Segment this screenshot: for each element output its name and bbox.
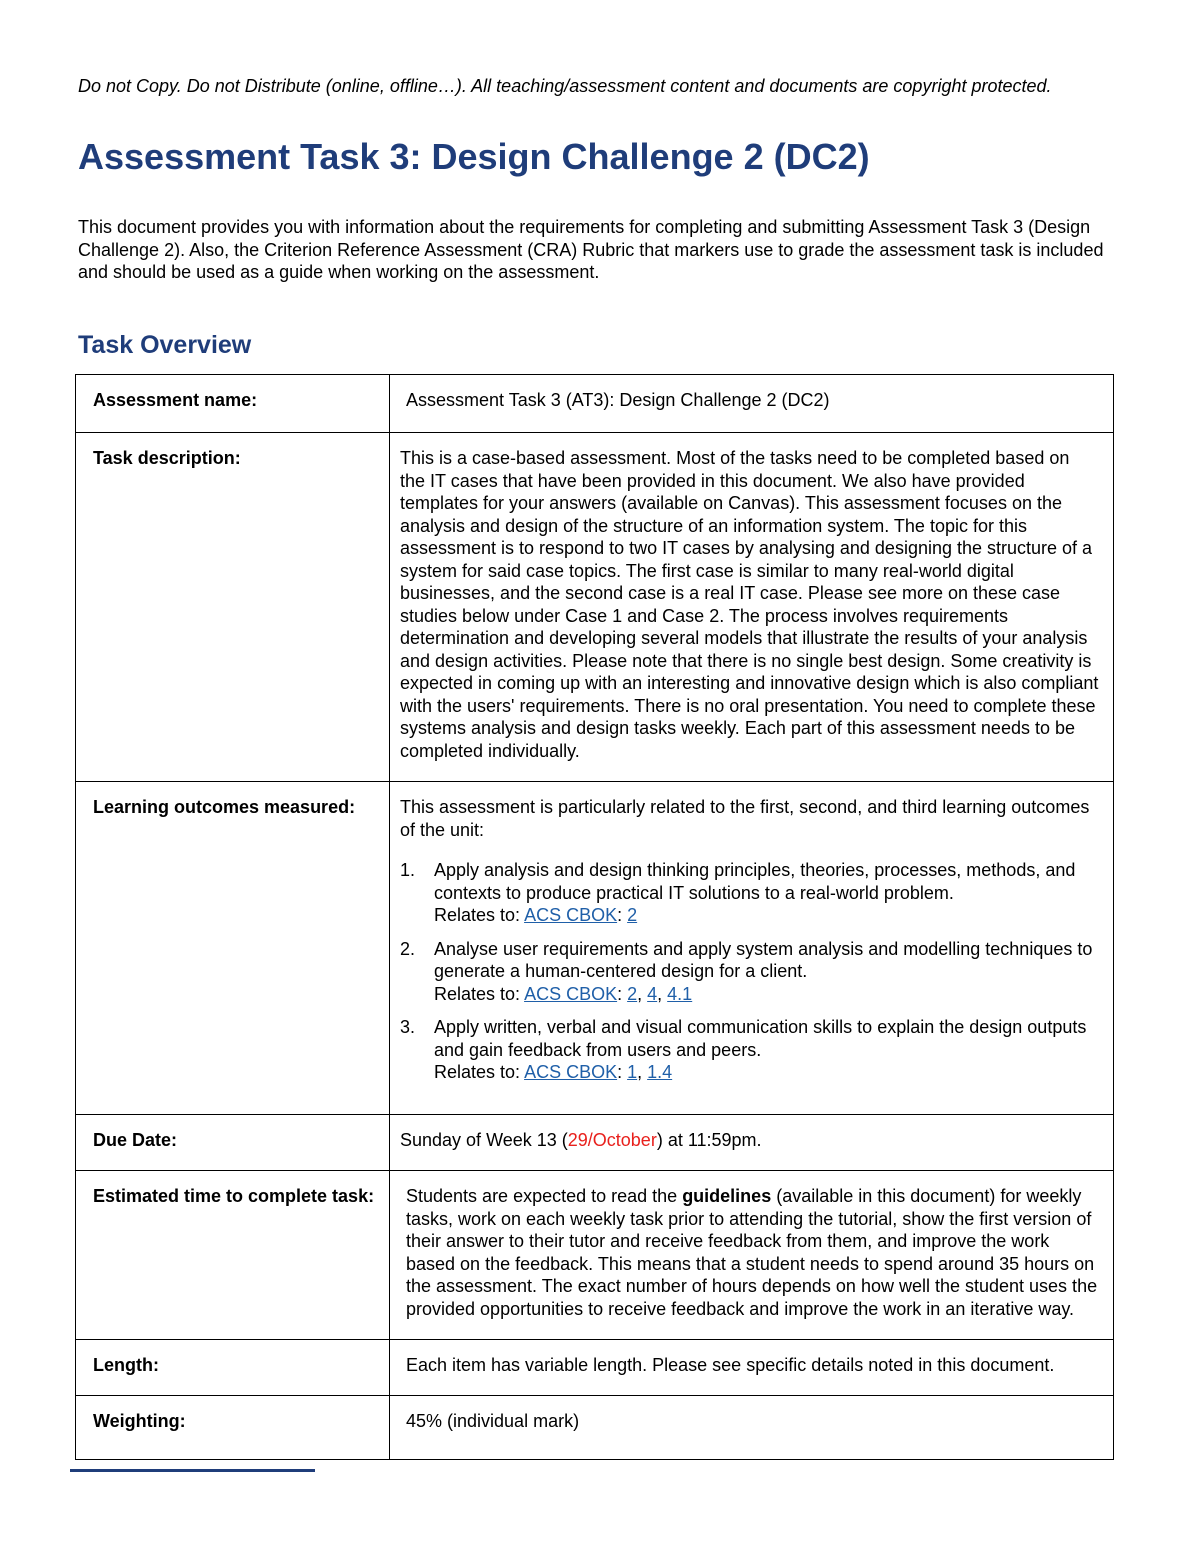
cbok-ref-link[interactable]: 2 [627,983,638,1004]
label-estimated-time: Estimated time to complete task: [76,1171,390,1340]
outcome-relates: Relates to: ACS CBOK: 1, 1.4 [434,1062,673,1082]
label-assessment-name: Assessment name: [76,375,390,433]
outcome-text: Apply analysis and design thinking principles, theories, processes, methods, and contexts to produce practical IT solutions to a real-world problem. [434,860,1076,903]
outcome-text: Apply written, verbal and visual communication skills to explain the design outputs and gain feedback from users and peers. [434,1017,1087,1060]
page-title: Assessment Task 3: Design Challenge 2 (DC2) [78,136,870,177]
guidelines-bold: guidelines [682,1186,772,1206]
time-text-after: (available in this document) for weekly tasks, work on each weekly task prior to attending the tutorial, show the first version of their answer to their tutor and receive feedback from them, and improve the work based on the feedback. This means that a student needs to spend around 35 hours on the assessment. The exact number of hours depends on how well the student uses the provided opportunities to receive feedback and improve the work in an iterative way. [406,1186,1098,1319]
row-weighting [76,1396,1114,1460]
label-learning-outcomes: Learning outcomes measured: [76,782,390,1115]
outcome-number: 3. [400,1017,416,1037]
outcomes-list [400,859,1099,1084]
cbok-ref-link[interactable]: 1 [627,1062,638,1082]
cbok-ref-link[interactable]: 4.1 [667,983,693,1004]
row-task-description [76,433,1114,782]
outcome-number: 1. [400,860,416,880]
cbok-ref-link[interactable]: 2 [627,905,638,925]
row-estimated-time [76,1171,1114,1340]
outcome-text: Analyse user requirements and apply system analysis and modelling techniques to generate a human-centered design for a client. [434,938,1093,981]
outcome-item [400,1016,1099,1084]
label-due-date: Due Date: [76,1114,390,1171]
relates-prefix: Relates to: [434,983,521,1004]
outcome-relates: Relates to: ACS CBOK: 2 [434,905,638,925]
acs-cbok-link[interactable]: ACS CBOK [524,1062,618,1082]
due-date-highlight: 29/October [567,1129,657,1150]
relates-prefix: Relates to: [434,1062,521,1082]
cbok-ref-link[interactable]: 1.4 [647,1062,673,1082]
label-weighting: Weighting: [76,1396,390,1460]
acs-cbok-link[interactable]: ACS CBOK [524,983,618,1004]
row-assessment-name [76,375,1114,433]
acs-cbok-link[interactable]: ACS CBOK [524,905,618,925]
row-length [76,1340,1114,1396]
due-text-after: ) at 11:59pm. [656,1129,762,1150]
copyright-notice: Do not Copy. Do not Distribute (online, offline…). All teaching/assessment content and documents are copyright protected. [78,76,1052,96]
outcome-item [400,938,1099,1006]
task-overview-table [75,374,1114,1460]
intro-paragraph: This document provides you with information about the requirements for completing and submitting Assessment Task 3 (Design Challenge 2). Also, the Criterion Reference Assessment (CRA) Rubric that markers use to grade the assessment task is included and should be used as a guide when working on the assessment. [78,217,1104,282]
outcome-item [400,859,1099,927]
value-due-date [390,1114,1114,1171]
outcome-relates: Relates to: ACS CBOK: 2, 4, 4.1 [434,983,693,1004]
outcomes-intro: This assessment is particularly related to the first, second, and third learning outcomes of the unit: [400,797,1090,840]
label-task-description: Task description: [76,433,390,782]
section-heading-task-overview: Task Overview [78,331,252,359]
outcome-number: 2. [400,938,416,959]
value-estimated-time [400,1185,1099,1320]
value-task-description: This is a case-based assessment. Most of the tasks need to be completed based on the IT cases that have been provided in this document. We also have provided templates for your answers (available on Canvas). This assessment focuses on the analysis and design of the structure of an information system. The topic for this assessment is to respond to two IT cases by analysing and designing the structure of a system for said case topics. The first case is similar to many real-world digital businesses, and the second case is a real IT case. Please see more on these case studies below under Case 1 and Case 2. The process involves requirements determination and developing several models that illustrate the results of your analysis and design activities. Please note that there is no single best design. Some creativity is expected in coming up with an interesting and innovative design which is also compliant with the users' requirements. There is no oral presentation. You need to complete these systems analysis and design tasks weekly. Each part of this assessment needs to be completed individually. [390,433,1114,782]
footer-divider [70,1469,315,1472]
row-due-date [76,1114,1114,1171]
row-learning-outcomes [76,782,1114,1115]
relates-prefix: Relates to: [434,905,521,925]
value-weighting: 45% (individual mark) [406,1411,580,1431]
cbok-ref-link[interactable]: 4 [647,983,658,1004]
value-assessment-name: Assessment Task 3 (AT3): Design Challenge 2 (DC2) [406,390,830,410]
time-text-before: Students are expected to read the [406,1186,683,1206]
label-length: Length: [76,1340,390,1396]
due-text-before: Sunday of Week 13 ( [400,1129,568,1150]
value-length: Each item has variable length. Please see specific details noted in this document. [406,1355,1055,1375]
